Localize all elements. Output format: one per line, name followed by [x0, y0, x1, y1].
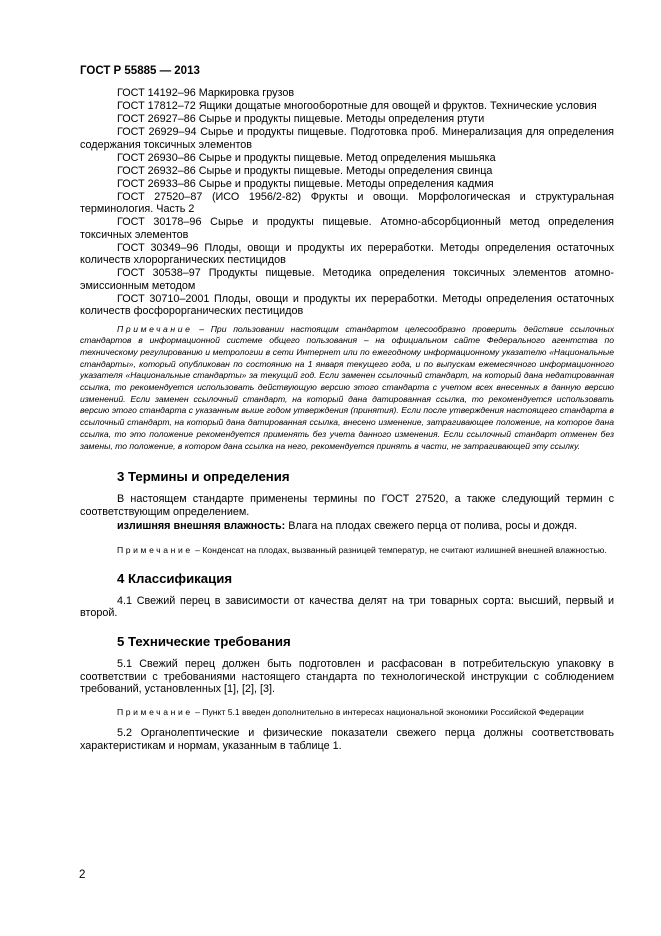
section-5-paragraph-5-1: 5.1 Свежий перец должен быть подготовлен и расфасован в потребительскую упаковку в соответствии с требованиями настоящего стандарта по технологической инструкции с соблюдением требований, установленных [1], [2], [3].	[80, 657, 614, 696]
reference-item: ГОСТ 26929–94 Сырье и продукты пищевые. Подготовка проб. Минерализация для определения содержания токсичных элементов	[80, 126, 614, 151]
note-text: – Конденсат на плодах, вызванный разницей температур, не считают излишней внешней влажностью.	[192, 545, 607, 556]
term-definition-text: Влага на плодах свежего перца от полива, росы и дождя.	[288, 520, 578, 533]
reference-item: ГОСТ 17812–72 Ящики дощатые многооборотные для овощей и фруктов. Технические условия	[117, 100, 597, 112]
section-5-paragraph-5-2: 5.2 Органолептические и физические показатели свежего перца должны соответствовать характеристикам и нормам, указанным в таблице 1.	[80, 727, 614, 752]
note-text: – При пользовании настоящим стандартом целесообразно проверить действие ссылочных стандартов в информационной системе общего пользования – на официальном сайте Федерального агентства по техническому регулированию и метрологии в сети Интернет или по ежегодному информационному указателю «Национальные стандарты», который опубликован по состоянию на 1 января текущего года, и по выпускам ежемесячного информационного указателя «Национальные стандарты» за текущий год. Если заменен ссылочный стандарт, на который дана недатированная ссылка, то рекомендуется использовать действующую версию этого стандарта с учетом всех внесенных в данную версию изменений. Если заменен ссылочный стандарт, на который дана датированная ссылка, то рекомендуется использовать версию этого стандарта с указанным выше годом утверждения (принятия). Если после утверждения настоящего стандарта в ссылочный стандарт, на который дана датированная ссылка, внесено изменение, затрагивающее положение, на которое дана ссылка, то это положение рекомендуется применять без учета данного изменения. Если ссылочный стандарт отменен без замены, то положение, в котором дана ссылка на него, рекомендуется принять в части, не затрагивающей эту ссылку.	[80, 323, 614, 451]
reference-item: ГОСТ 26927–86 Сырье и продукты пищевые. Методы определения ртути	[117, 113, 485, 125]
reference-item: ГОСТ 26930–86 Сырье и продукты пищевые. Метод определения мышьяка	[117, 151, 496, 164]
page-number: 2	[79, 869, 86, 881]
section-4-heading: 4 Классификация	[117, 570, 233, 586]
reference-item: ГОСТ 26932–86 Сырье и продукты пищевые. Методы определения свинца	[117, 164, 493, 177]
note-label: Примечание	[117, 545, 193, 556]
section-3-paragraph: В настоящем стандарте применены термины по ГОСТ 27520, а также следующий термин с соответствующим определением.	[80, 493, 614, 518]
section-3-heading: 3 Термины и определения	[117, 469, 290, 485]
note-label: Примечание	[117, 323, 193, 334]
reference-item: ГОСТ 30538–97 Продукты пищевые. Методика определения токсичных элементов атомно-эмиссионным методом	[80, 267, 614, 292]
note-label: Примечание	[117, 706, 193, 717]
normative-references-list	[80, 87, 614, 318]
reference-item: ГОСТ 30710–2001 Плоды, овощи и продукты их переработки. Методы определения остаточных количеств фосфорорганических пестицидов	[80, 292, 614, 317]
document-body	[80, 87, 614, 753]
reference-item: ГОСТ 30178–96 Сырье и продукты пищевые. Атомно-абсорбционный метод определения токсичных элементов	[80, 216, 614, 241]
section-3-note	[80, 545, 614, 557]
reference-item: ГОСТ 26933–86 Сырье и продукты пищевые. Методы определения кадмия	[117, 177, 494, 190]
reference-item: ГОСТ 27520–87 (ИСО 1956/2-82) Фрукты и овощи. Морфологическая и структуральная терминология. Часть 2	[80, 190, 614, 215]
term-definition	[80, 520, 614, 533]
reference-item: ГОСТ 14192–96 Маркировка грузов	[117, 87, 295, 99]
references-note	[80, 324, 614, 453]
section-5-note	[80, 707, 614, 719]
note-text: – Пункт 5.1 введен дополнительно в интересах национальной экономики Российской Федерации	[192, 706, 584, 717]
reference-item: ГОСТ 30349–96 Плоды, овощи и продукты их переработки. Методы определения остаточных количеств хлорорганических пестицидов	[80, 241, 614, 266]
section-5-heading: 5 Технические требования	[117, 633, 291, 649]
section-4-paragraph: 4.1 Свежий перец в зависимости от качества делят на три товарных сорта: высший, первый и второй.	[80, 594, 614, 620]
document-header: ГОСТ Р 55885 — 2013	[80, 65, 200, 77]
term: излишняя внешняя влажность:	[117, 520, 286, 533]
